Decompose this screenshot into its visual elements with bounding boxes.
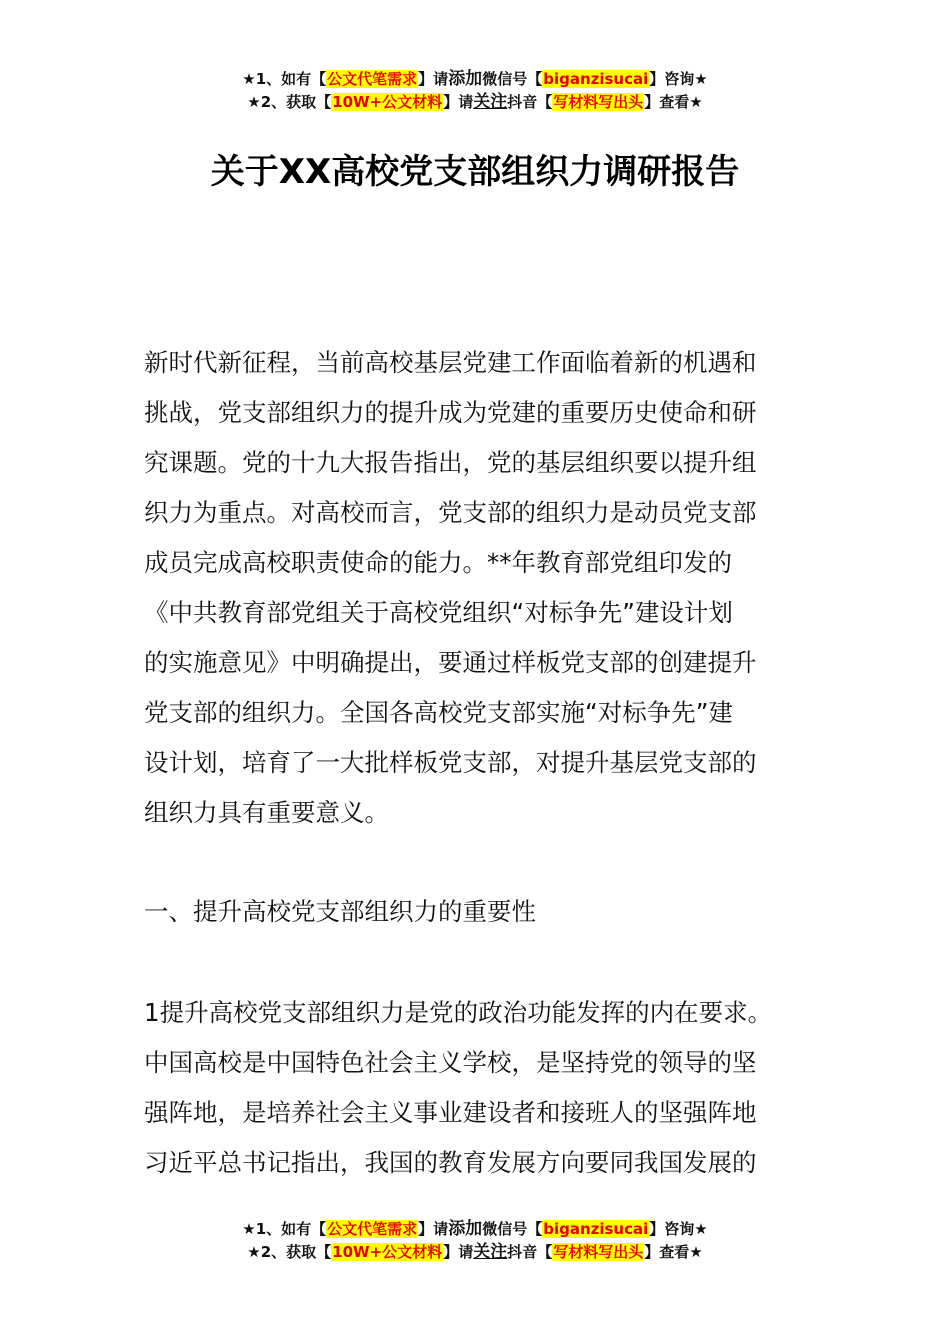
promo-line-1-mid: 】请 bbox=[418, 70, 449, 88]
intro-line: 的实施意见》中明确提出，要通过样板党支部的创建提升 bbox=[144, 648, 757, 677]
promo-line-1-prefix: ★1、如有【 bbox=[242, 1220, 327, 1238]
promo-line-1-prefix: ★1、如有【 bbox=[242, 70, 327, 88]
promo-line-1 bbox=[0, 1218, 950, 1241]
section-line: 习近平总书记指出，我国的教育发展方向要同我国发展的 bbox=[144, 1148, 757, 1177]
promo-follow-word: 关注 bbox=[473, 1242, 508, 1262]
intro-line: 《中共教育部党组关于高校党组织“对标争先”建设计划 bbox=[144, 598, 733, 627]
promo-line-1-mid2: 微信号【 bbox=[482, 1220, 543, 1238]
promo-follow-word: 关注 bbox=[473, 92, 508, 112]
promo-add-word: 添加 bbox=[448, 1219, 483, 1239]
promo-highlight-account: 写材料写出头 bbox=[553, 1243, 644, 1261]
promo-line-2 bbox=[0, 1241, 950, 1264]
promo-highlight-materials: 10W+公文材料 bbox=[332, 1243, 443, 1261]
promo-line-1-suffix: 】咨询★ bbox=[649, 70, 708, 88]
promo-highlight-materials: 10W+公文材料 bbox=[332, 93, 443, 111]
promo-line-2 bbox=[0, 91, 950, 114]
promo-add-word: 添加 bbox=[448, 69, 483, 89]
intro-line: 设计划，培育了一大批样板党支部，对提升基层党支部的 bbox=[144, 748, 757, 777]
intro-line: 究课题。党的十九大报告指出，党的基层组织要以提升组 bbox=[144, 448, 757, 477]
promo-line-2-mid: 】请 bbox=[443, 93, 474, 111]
section-line: 强阵地，是培养社会主义事业建设者和接班人的坚强阵地 bbox=[144, 1098, 757, 1127]
intro-line: 新时代新征程，当前高校基层党建工作面临着新的机遇和 bbox=[144, 348, 757, 377]
document-title: 关于XX高校党支部组织力调研报告 bbox=[210, 152, 740, 192]
promo-banner-bottom bbox=[0, 1218, 950, 1264]
promo-highlight-wechat-id: biganzisucai bbox=[543, 1220, 649, 1238]
promo-line-2-prefix: ★2、获取【 bbox=[247, 93, 332, 111]
promo-line-2-suffix: 】查看★ bbox=[644, 93, 703, 111]
intro-line: 成员完成高校职责使命的能力。**年教育部党组印发的 bbox=[144, 548, 732, 577]
promo-line-2-mid: 】请 bbox=[443, 1243, 474, 1261]
promo-line-2-prefix: ★2、获取【 bbox=[247, 1243, 332, 1261]
promo-highlight-wechat-id: biganzisucai bbox=[543, 70, 649, 88]
promo-highlight-account: 写材料写出头 bbox=[553, 93, 644, 111]
intro-line: 党支部的组织力。全国各高校党支部实施“对标争先”建 bbox=[144, 698, 733, 727]
intro-line: 组织力具有重要意义。 bbox=[144, 798, 389, 827]
promo-line-2-mid2: 抖音【 bbox=[507, 1243, 553, 1261]
promo-line-1 bbox=[0, 68, 950, 91]
intro-line: 挑战，党支部组织力的提升成为党建的重要历史使命和研 bbox=[144, 398, 757, 427]
promo-line-1-mid: 】请 bbox=[418, 1220, 449, 1238]
section-heading bbox=[144, 887, 812, 937]
promo-line-2-mid2: 抖音【 bbox=[507, 93, 553, 111]
promo-highlight-service: 公文代笔需求 bbox=[327, 70, 418, 88]
promo-line-1-suffix: 】咨询★ bbox=[649, 1220, 708, 1238]
section-heading-text: 一、提升高校党支部组织力的重要性 bbox=[144, 897, 536, 926]
promo-line-1-mid2: 微信号【 bbox=[482, 70, 543, 88]
intro-paragraph bbox=[144, 338, 812, 838]
promo-line-2-suffix: 】查看★ bbox=[644, 1243, 703, 1261]
section-paragraph bbox=[144, 988, 812, 1188]
promo-banner-top bbox=[0, 68, 950, 114]
section-line: 中国高校是中国特色社会主义学校，是坚持党的领导的坚 bbox=[144, 1048, 757, 1077]
section-line: 1提升高校党支部组织力是党的政治功能发挥的内在要求。 bbox=[144, 998, 773, 1027]
intro-line: 织力为重点。对高校而言，党支部的组织力是动员党支部 bbox=[144, 498, 757, 527]
promo-highlight-service: 公文代笔需求 bbox=[327, 1220, 418, 1238]
